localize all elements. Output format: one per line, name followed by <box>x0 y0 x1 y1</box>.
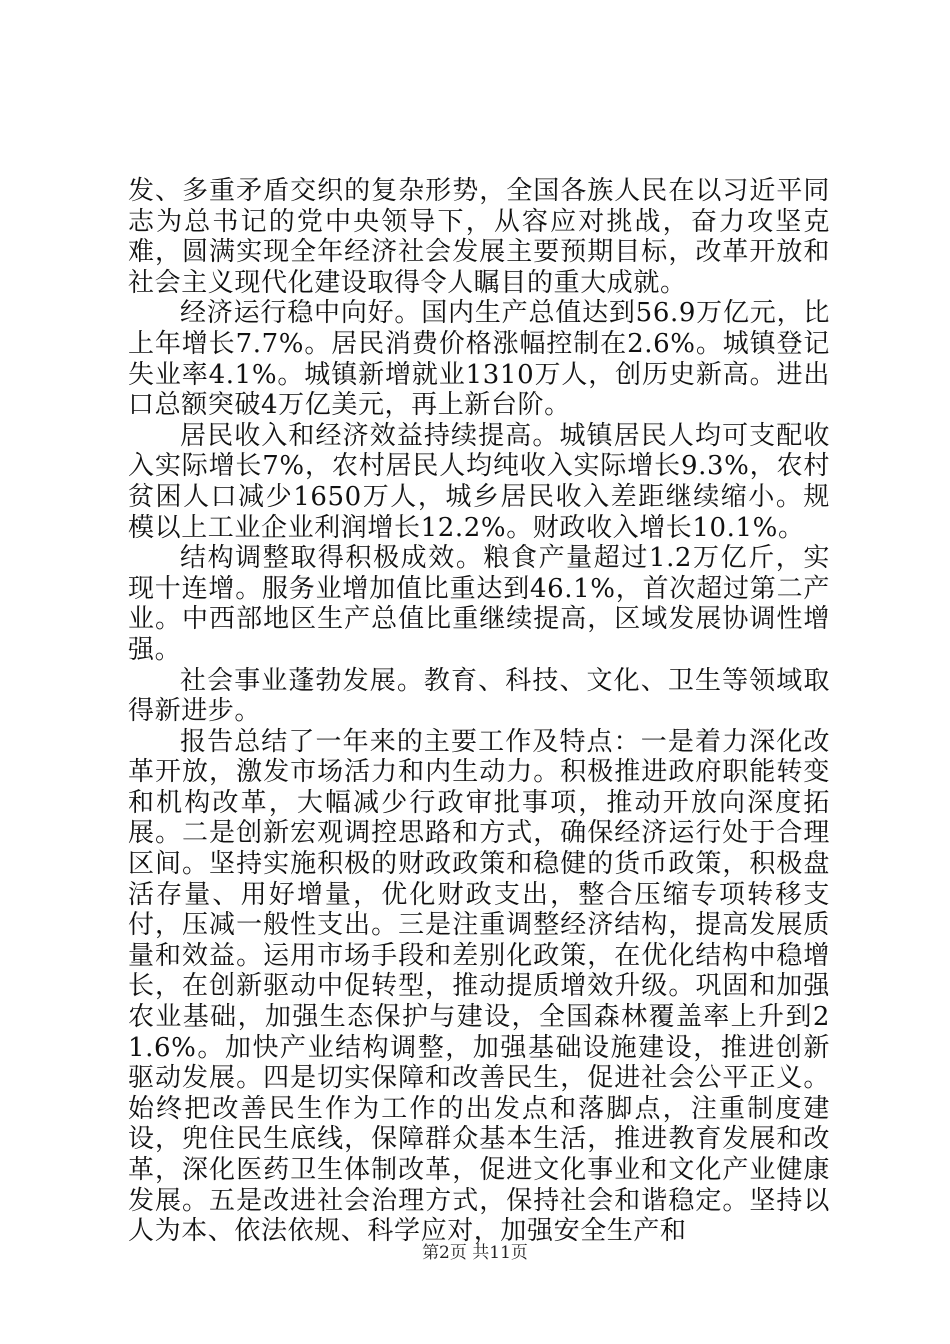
paragraph-structure: 结构调整取得积极成效。粮食产量超过1.2万亿斤，实现十连增。服务业增加值比重达到46.1%，首次超过第二产业。中西部地区生产总值比重继续提高，区域发展协调性增强。 <box>128 543 830 665</box>
page-number-footer: 第2页 共11页 <box>422 1243 528 1263</box>
document-body <box>128 176 830 1247</box>
paragraph-income: 居民收入和经济效益持续提高。城镇居民人均可支配收入实际增长7%，农村居民人均纯收入实际增长9.3%，农村贫困人口减少1650万人，城乡居民收入差距继续缩小。规模以上工业企业利润增长12.2%。财政收入增长10.1%。 <box>128 420 830 543</box>
paragraph-report-summary: 报告总结了一年来的主要工作及特点：一是着力深化改革开放，激发市场活力和内生动力。积极推进政府职能转变和机构改革，大幅减少行政审批事项，推动开放向深度拓展。二是创新宏观调控思路和方式，确保经济运行处于合理区间。坚持实施积极的财政政策和稳健的货币政策，积极盘活存量、用好增量，优化财政支出，整合压缩专项转移支付，压减一般性支出。三是注重调整经济结构，提高发展质量和效益。运用市场手段和差别化政策，在优化结构中稳增长，在创新驱动中促转型，推动提质增效升级。巩固和加强农业基础，加强生态保护与建设，全国森林覆盖率上升到21.6%。加快产业结构调整，加强基础设施建设，推进创新驱动发展。四是切实保障和改善民生，促进社会公平正义。始终把改善民生作为工作的出发点和落脚点，注重制度建设，兜住民生底线，保障群众基本生活，推进教育发展和改革，深化医药卫生体制改革，促进文化事业和文化产业健康发展。五是改进社会治理方式，保持社会和谐稳定。坚持以人为本、依法依规、科学应对，加强安全生产和 <box>128 726 830 1247</box>
paragraph-continuation: 发、多重矛盾交织的复杂形势，全国各族人民在以习近平同志为总书记的党中央领导下，从容应对挑战，奋力攻坚克难，圆满实现全年经济社会发展主要预期目标，改革开放和社会主义现代化建设取得令人瞩目的重大成就。 <box>128 176 830 298</box>
paragraph-social: 社会事业蓬勃发展。教育、科技、文化、卫生等领域取得新进步。 <box>128 665 830 727</box>
paragraph-economy: 经济运行稳中向好。国内生产总值达到56.9万亿元，比上年增长7.7%。居民消费价格涨幅控制在2.6%。城镇登记失业率4.1%。城镇新增就业1310万人，创历史新高。进出口总额突破4万亿美元，再上新台阶。 <box>128 298 830 421</box>
